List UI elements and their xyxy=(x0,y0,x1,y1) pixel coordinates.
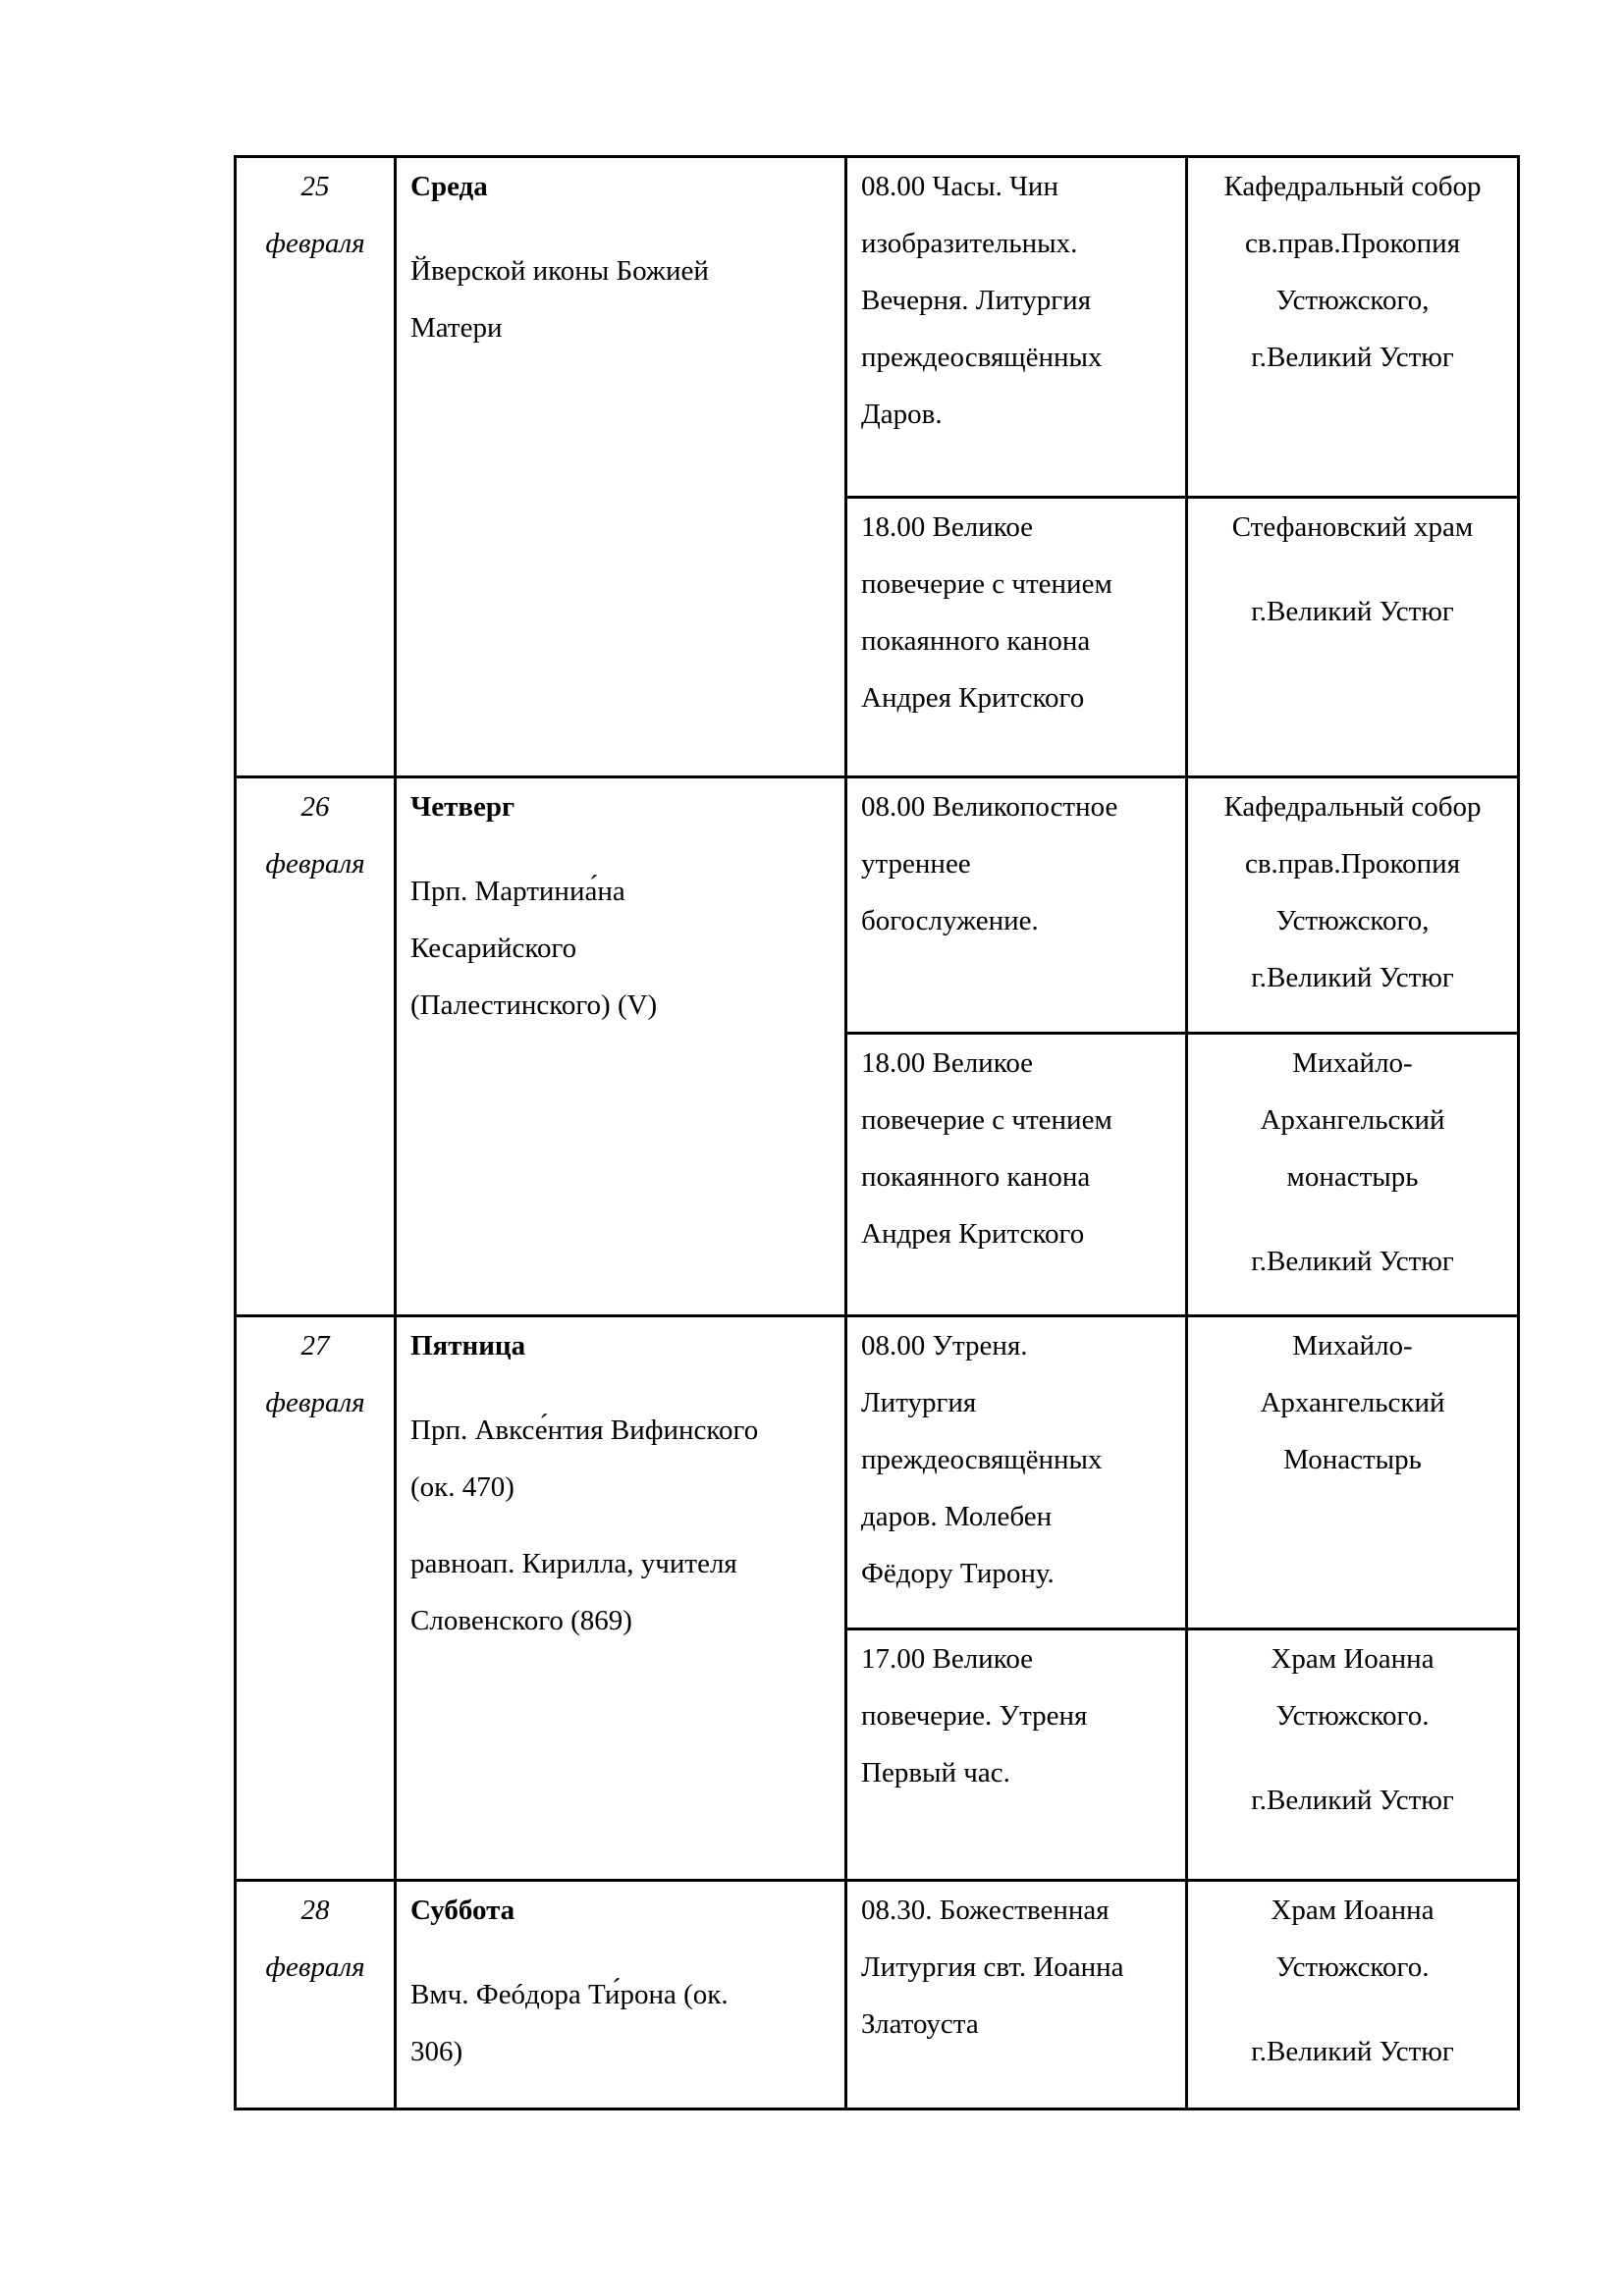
weekday: Четверг xyxy=(410,791,515,823)
weekday: Суббота xyxy=(410,1895,515,1926)
month-name: февраля xyxy=(265,1387,365,1418)
service-line: повечерие. Утреня xyxy=(861,1700,1088,1732)
place-line: Устюжского. xyxy=(1275,1951,1430,1983)
service-cell xyxy=(846,1629,1187,1881)
place-line: Устюжского, xyxy=(1275,905,1430,936)
service-line: 08.30. Божественная xyxy=(861,1895,1110,1926)
service-cell xyxy=(846,1316,1187,1629)
service-line: Фёдору Тирону. xyxy=(861,1558,1055,1589)
service-cell xyxy=(846,157,1187,498)
day-cell xyxy=(396,157,846,777)
place-line: Михайло- xyxy=(1292,1330,1413,1362)
place-cell xyxy=(1187,498,1519,777)
place-line: г.Великий Устюг xyxy=(1251,342,1454,373)
table-row xyxy=(236,1316,1519,1629)
service-cell xyxy=(846,1881,1187,2109)
place-line: г.Великий Устюг xyxy=(1251,962,1454,993)
place-line: г.Великий Устюг xyxy=(1251,1785,1454,1816)
service-line: повечерие с чтением xyxy=(861,1104,1112,1136)
date-cell xyxy=(236,1316,396,1881)
date-cell xyxy=(236,777,396,1316)
feast-text: Прп. Мартиниа́на xyxy=(410,876,625,907)
month-name: февраля xyxy=(265,1951,365,1983)
weekday: Среда xyxy=(410,171,488,202)
place-line: Михайло- xyxy=(1292,1047,1413,1079)
service-cell xyxy=(846,498,1187,777)
feast-text: Матери xyxy=(410,312,503,344)
day-number: 26 xyxy=(300,791,330,823)
service-line: богослужение. xyxy=(861,905,1039,936)
place-line: Архангельский xyxy=(1260,1387,1445,1418)
feast-text: Словенского (869) xyxy=(410,1605,632,1636)
service-line: Даров. xyxy=(861,399,943,430)
place-line: Храм Иоанна xyxy=(1271,1895,1435,1926)
place-line: монастырь xyxy=(1286,1161,1419,1193)
day-cell xyxy=(396,1316,846,1881)
service-line: преждеосвящённых xyxy=(861,342,1103,373)
day-cell xyxy=(396,777,846,1316)
place-line: св.прав.Прокопия xyxy=(1244,848,1461,880)
place-line: Архангельский xyxy=(1260,1104,1445,1136)
service-line: Андрея Критского xyxy=(861,1218,1085,1250)
day-number: 28 xyxy=(300,1895,330,1926)
feast-text: 306) xyxy=(410,2036,463,2067)
place-line: Кафедральный собор xyxy=(1223,791,1482,823)
service-line: утреннее xyxy=(861,848,971,880)
service-line: 17.00 Великое xyxy=(861,1643,1034,1675)
table-row xyxy=(236,777,1519,1034)
place-cell xyxy=(1187,1034,1519,1316)
feast-text: (ок. 470) xyxy=(410,1471,514,1503)
feast-text: равноап. Кирилла, учителя xyxy=(410,1548,737,1579)
month-name: февраля xyxy=(265,228,365,259)
day-cell xyxy=(396,1881,846,2109)
service-line: Литургия свт. Иоанна xyxy=(861,1951,1124,1983)
place-cell xyxy=(1187,157,1519,498)
feast-text: Кесарийского xyxy=(410,933,577,964)
place-line: Храм Иоанна xyxy=(1271,1643,1435,1675)
feast-text: Йверской иконы Божией xyxy=(410,255,709,287)
service-line: даров. Молебен xyxy=(861,1501,1053,1532)
feast-text: Вмч. Феóдора Ти́рона (ок. xyxy=(410,1979,729,2010)
day-number: 27 xyxy=(300,1330,330,1362)
feast-text: (Палестинского) (V) xyxy=(410,989,658,1021)
service-line: Златоуста xyxy=(861,2008,979,2040)
service-line: 08.00 Утреня. xyxy=(861,1330,1028,1362)
table-row xyxy=(236,1881,1519,2109)
place-cell xyxy=(1187,777,1519,1034)
place-cell xyxy=(1187,1316,1519,1629)
place-line: Устюжского, xyxy=(1275,285,1430,316)
place-line: св.прав.Прокопия xyxy=(1244,228,1461,259)
service-line: Андрея Критского xyxy=(861,682,1085,714)
day-number: 25 xyxy=(300,171,330,202)
place-line: г.Великий Устюг xyxy=(1251,1246,1454,1277)
place-line: г.Великий Устюг xyxy=(1251,2036,1454,2067)
service-line: покаянного канона xyxy=(861,625,1091,657)
service-line: 08.00 Великопостное xyxy=(861,791,1118,823)
service-line: Литургия xyxy=(861,1387,977,1418)
date-cell xyxy=(236,1881,396,2109)
service-line: повечерие с чтением xyxy=(861,568,1112,600)
weekday: Пятница xyxy=(410,1330,526,1362)
place-line: Стефановский храм xyxy=(1231,511,1474,543)
schedule-table xyxy=(234,155,1520,2110)
place-cell xyxy=(1187,1629,1519,1881)
place-cell xyxy=(1187,1881,1519,2109)
service-line: покаянного канона xyxy=(861,1161,1091,1193)
service-line: 18.00 Великое xyxy=(861,1047,1034,1079)
month-name: февраля xyxy=(265,848,365,880)
place-line: Кафедральный собор xyxy=(1223,171,1482,202)
service-cell xyxy=(846,777,1187,1034)
table-row xyxy=(236,157,1519,498)
date-cell xyxy=(236,157,396,777)
place-line: Монастырь xyxy=(1283,1444,1422,1475)
service-line: преждеосвящённых xyxy=(861,1444,1103,1475)
service-line: 08.00 Часы. Чин xyxy=(861,171,1058,202)
service-line: Вечерня. Литургия xyxy=(861,285,1092,316)
service-line: 18.00 Великое xyxy=(861,511,1034,543)
service-line: изобразительных. xyxy=(861,228,1078,259)
service-line: Первый час. xyxy=(861,1757,1010,1789)
place-line: Устюжского. xyxy=(1275,1700,1430,1732)
place-line: г.Великий Устюг xyxy=(1251,596,1454,627)
feast-text: Прп. Авксе́нтия Вифинского xyxy=(410,1415,759,1446)
service-cell xyxy=(846,1034,1187,1316)
